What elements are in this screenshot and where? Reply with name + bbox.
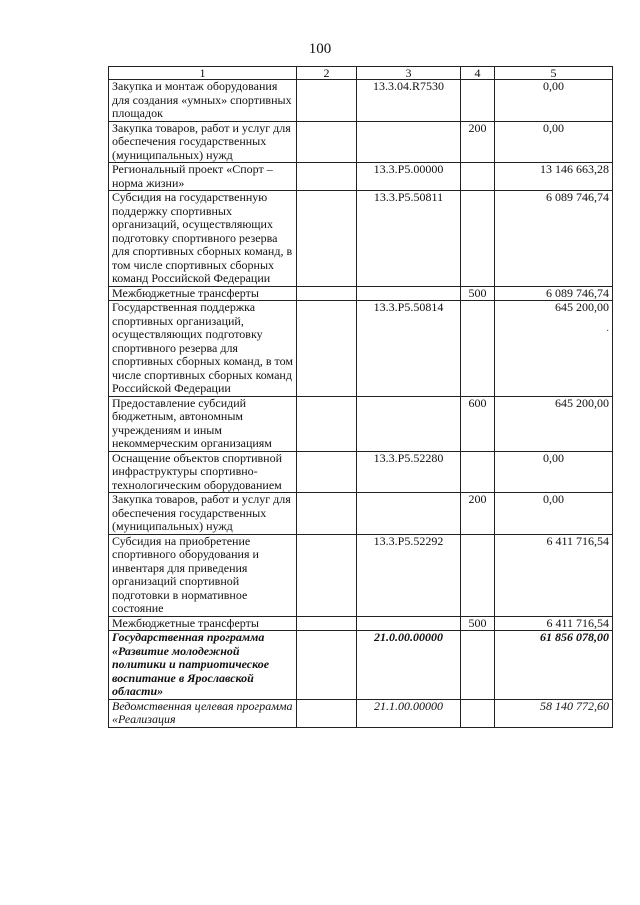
row-section-cell xyxy=(297,534,357,616)
table-row xyxy=(109,286,613,301)
row-kind-cell xyxy=(461,191,495,287)
row-name-cell: Закупка и монтаж оборудования для создания «умных» спортивных площадок xyxy=(109,80,297,122)
budget-table xyxy=(108,66,613,728)
row-section-cell xyxy=(297,301,357,397)
row-amount-cell: 0,00 xyxy=(495,121,613,163)
table-row xyxy=(109,80,613,122)
row-code-cell xyxy=(357,396,461,451)
row-kind-cell: 200 xyxy=(461,493,495,535)
row-code-cell: 13.3.P5.52280 xyxy=(357,451,461,493)
row-name-cell: Государственная программа «Развитие молодежной политики и патриотическое воспитание в Ярославской области» xyxy=(109,631,297,700)
row-name-cell: Субсидия на государственную поддержку спортивных организаций, осуществляющих подготовку спортивного резерва для спортивных сборных команд, в том числе спортивных сборных команд Российской Федерации xyxy=(109,191,297,287)
row-section-cell xyxy=(297,451,357,493)
row-kind-cell: 600 xyxy=(461,396,495,451)
row-kind-cell xyxy=(461,451,495,493)
header-cell: 5 xyxy=(495,67,613,80)
table-header-row xyxy=(109,67,613,80)
row-kind-cell xyxy=(461,631,495,700)
row-code-cell: 13.3.P5.52292 xyxy=(357,534,461,616)
row-amount-cell: 645 200,00 xyxy=(495,396,613,451)
row-code-cell xyxy=(357,286,461,301)
row-kind-cell xyxy=(461,80,495,122)
table-row xyxy=(109,631,613,700)
row-kind-cell: 500 xyxy=(461,286,495,301)
row-name-cell: Закупка товаров, работ и услуг для обеспечения государственных (муниципальных) нужд xyxy=(109,493,297,535)
table-row xyxy=(109,121,613,163)
row-code-cell xyxy=(357,493,461,535)
row-code-cell xyxy=(357,121,461,163)
row-amount-cell: 0,00 xyxy=(495,451,613,493)
row-kind-cell: 500 xyxy=(461,616,495,631)
row-section-cell xyxy=(297,191,357,287)
row-section-cell xyxy=(297,699,357,727)
table-row xyxy=(109,191,613,287)
scan-artifact-mark: · xyxy=(606,326,610,337)
row-section-cell xyxy=(297,80,357,122)
table-row xyxy=(109,493,613,535)
row-code-cell xyxy=(357,616,461,631)
table-row xyxy=(109,616,613,631)
row-amount-cell: 6 089 746,74 xyxy=(495,286,613,301)
header-cell: 1 xyxy=(109,67,297,80)
row-section-cell xyxy=(297,121,357,163)
row-code-cell: 13.3.P5.50811 xyxy=(357,191,461,287)
row-kind-cell xyxy=(461,699,495,727)
row-section-cell xyxy=(297,631,357,700)
row-name-cell: Межбюджетные трансферты xyxy=(109,286,297,301)
row-code-cell: 13.3.P5.50814 xyxy=(357,301,461,397)
page-number: 100 xyxy=(308,41,332,57)
row-amount-cell: 6 089 746,74 xyxy=(495,191,613,287)
header-cell: 2 xyxy=(297,67,357,80)
row-amount-cell: 58 140 772,60 xyxy=(495,699,613,727)
row-amount-cell: 645 200,00 xyxy=(495,301,613,397)
row-name-cell: Межбюджетные трансферты xyxy=(109,616,297,631)
row-amount-cell: 13 146 663,28 xyxy=(495,163,613,191)
row-name-cell: Закупка товаров, работ и услуг для обеспечения государственных (муниципальных) нужд xyxy=(109,121,297,163)
header-cell: 4 xyxy=(461,67,495,80)
row-section-cell xyxy=(297,493,357,535)
row-name-cell: Оснащение объектов спортивной инфраструктуры спортивно-технологическим оборудованием xyxy=(109,451,297,493)
header-cell: 3 xyxy=(357,67,461,80)
row-kind-cell: 200 xyxy=(461,121,495,163)
row-section-cell xyxy=(297,163,357,191)
table-row xyxy=(109,699,613,727)
row-kind-cell xyxy=(461,301,495,397)
row-section-cell xyxy=(297,286,357,301)
row-amount-cell: 6 411 716,54 xyxy=(495,616,613,631)
row-amount-cell: 0,00 xyxy=(495,80,613,122)
row-name-cell: Региональный проект «Спорт – норма жизни» xyxy=(109,163,297,191)
table-row xyxy=(109,396,613,451)
row-name-cell: Субсидия на приобретение спортивного оборудования и инвентаря для приведения организаций спортивной подготовки в нормативное состояние xyxy=(109,534,297,616)
row-name-cell: Предоставление субсидий бюджетным, автономным учреждениям и иным некоммерческим организациям xyxy=(109,396,297,451)
row-code-cell: 21.0.00.00000 xyxy=(357,631,461,700)
row-section-cell xyxy=(297,616,357,631)
row-kind-cell xyxy=(461,534,495,616)
row-code-cell: 21.1.00.00000 xyxy=(357,699,461,727)
table-row xyxy=(109,301,613,397)
row-amount-cell: 61 856 078,00 xyxy=(495,631,613,700)
table-row xyxy=(109,163,613,191)
row-name-cell: Ведомственная целевая программа «Реализация xyxy=(109,699,297,727)
row-code-cell: 13.3.04.R7530 xyxy=(357,80,461,122)
row-name-cell: Государственная поддержка спортивных организаций, осуществляющих подготовку спортивного резерва для спортивных сборных команд, в том числе спортивных сборных команд Российской Федерации xyxy=(109,301,297,397)
row-kind-cell xyxy=(461,163,495,191)
row-section-cell xyxy=(297,396,357,451)
table-row xyxy=(109,451,613,493)
row-amount-cell: 0,00 xyxy=(495,493,613,535)
table-row xyxy=(109,534,613,616)
row-amount-cell: 6 411 716,54 xyxy=(495,534,613,616)
row-code-cell: 13.3.P5.00000 xyxy=(357,163,461,191)
